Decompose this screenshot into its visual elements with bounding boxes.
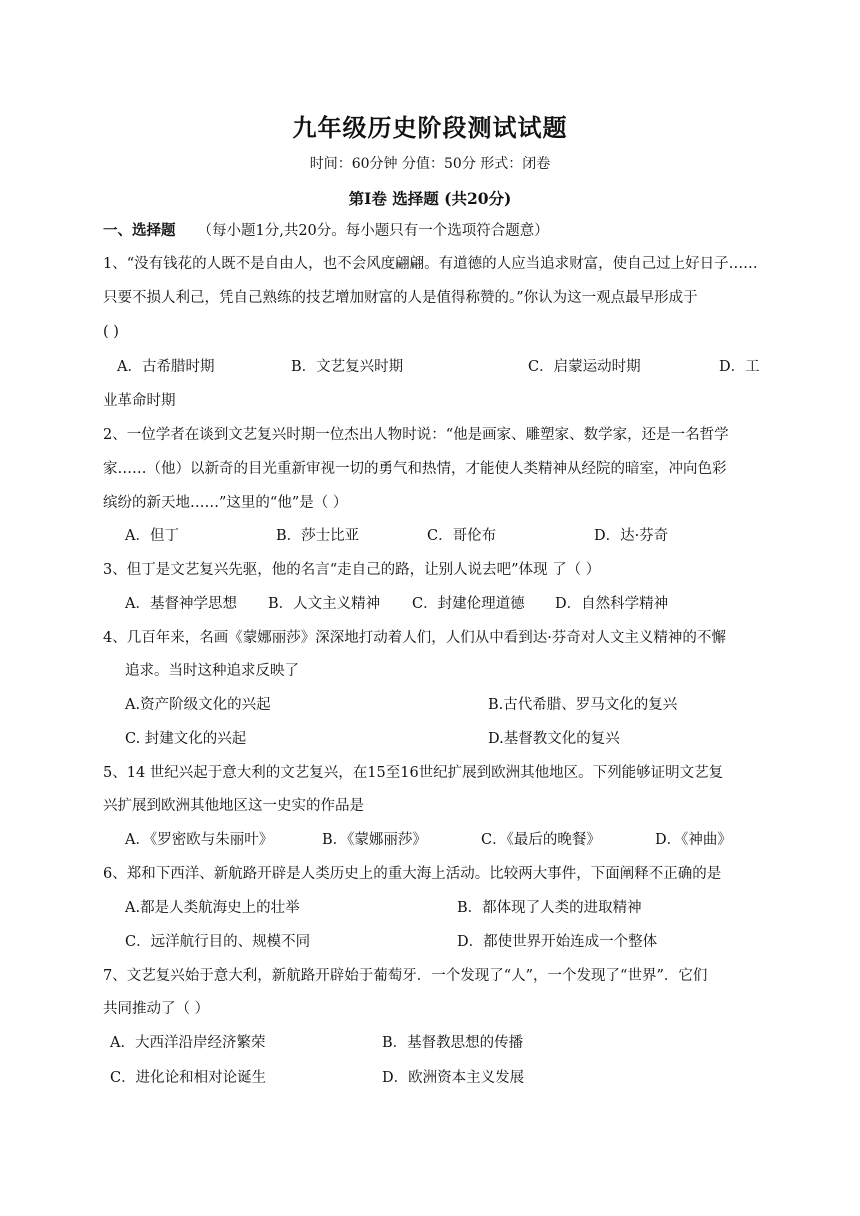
question-5-line-1: 5、14 世纪兴起于意大利的文艺复兴，在15至16世纪扩展到欧洲其他地区。下列能够证明文艺复	[103, 765, 724, 781]
question-7-line-1: 7、文艺复兴始于意大利，新航路开辟始于葡萄牙．一个发现了“人”，一个发现了“世界”．它们	[103, 968, 708, 984]
question-6-line-1: 6、郑和下西洋、新航路开辟是人类历史上的重大海上活动。比较两大事件，下面阐释不正确的是	[103, 866, 722, 882]
question-2-option-a: A．但丁	[125, 528, 179, 544]
question-1-line-1: 1、“没有钱花的人既不是自由人，也不会风度翩翩。有道德的人应当追求财富，使自己过上好日子……	[103, 256, 758, 272]
question-6-option-a: A.都是人类航海史上的壮举	[125, 900, 300, 916]
question-5-line-2: 兴扩展到欧洲其他地区这一史实的作品是	[103, 798, 364, 814]
question-2-line-1: 2、一位学者在谈到文艺复兴时期一位杰出人物时说：“他是画家、雕塑家、数学家，还是一名哲学	[103, 427, 729, 443]
question-2-option-c: C．哥伦布	[427, 528, 497, 544]
part-heading: 第Ⅰ卷 选择题 (共20分)	[348, 189, 512, 208]
question-5-option-b: B．《蒙娜丽莎》	[322, 832, 427, 848]
question-1-option-b: B．文艺复兴时期	[291, 359, 404, 375]
section-heading	[103, 221, 549, 241]
question-4-line-2: 追求。当时这种追求反映了	[125, 663, 299, 679]
question-1-option-d: D．工	[719, 359, 760, 375]
exam-meta: 时间：60分钟 分值：50分 形式：闭卷	[309, 156, 551, 172]
question-7-line-2: 共同推动了（ ）	[103, 1001, 210, 1017]
question-6-option-c: C．远洋航行目的、规模不同	[125, 934, 311, 950]
question-7-option-b: B．基督教思想的传播	[382, 1035, 524, 1051]
question-7-option-c: C．进化论和相对论诞生	[110, 1070, 267, 1086]
question-3-option-d: D．自然科学精神	[555, 596, 669, 612]
question-2-line-3: 缤纷的新天地……”这里的“他”是（ ）	[103, 495, 348, 511]
question-1-option-d-wrap: 业革命时期	[103, 393, 176, 409]
section-note: （每小题1分,共20分。每小题只有一个选项符合题意）	[197, 223, 549, 239]
question-4-option-b: B.古代希腊、罗马文化的复兴	[488, 697, 678, 713]
question-5-option-c: C．《最后的晚餐》	[481, 832, 601, 848]
question-1-line-3: ( )	[103, 324, 119, 340]
question-2-line-2: 家……（他）以新奇的目光重新审视一切的勇气和热情，才能使人类精神从经院的暗室，冲向色彩	[103, 461, 727, 477]
question-6-option-d: D．都使世界开始连成一个整体	[457, 934, 658, 950]
question-2-option-d: D．达·芬奇	[594, 528, 669, 544]
question-1-option-a: A．古希腊时期	[117, 359, 215, 375]
question-3-option-c: C．封建伦理道德	[412, 596, 525, 612]
question-3-option-a: A．基督神学思想	[125, 596, 237, 612]
question-4-line-1: 4、几百年来，名画《蒙娜丽莎》深深地打动着人们，人们从中看到达·芬奇对人文主义精神的不懈	[103, 630, 726, 646]
question-6-option-b: B．都体现了人类的进取精神	[457, 900, 642, 916]
question-4-option-d: D.基督教文化的复兴	[488, 731, 620, 747]
question-5-option-a: A．《罗密欧与朱丽叶》	[125, 832, 274, 848]
question-4-option-a: A.资产阶级文化的兴起	[125, 697, 271, 713]
question-4-option-c: C. 封建文化的兴起	[125, 731, 247, 747]
question-7-option-d: D．欧洲资本主义发展	[382, 1070, 525, 1086]
section-label: 一、选择题	[103, 222, 176, 239]
question-2-option-b: B．莎士比亚	[276, 528, 360, 544]
question-1-line-2: 只要不损人利己，凭自己熟练的技艺增加财富的人是值得称赞的。”你认为这一观点最早形成于	[103, 290, 698, 306]
question-5-option-d: D．《神曲》	[655, 832, 732, 848]
question-7-option-a: A．大西洋沿岸经济繁荣	[110, 1035, 266, 1051]
page-title: 九年级历史阶段测试试题	[292, 113, 568, 142]
question-1-option-c: C．启蒙运动时期	[528, 359, 641, 375]
question-3-option-b: B．人文主义精神	[268, 596, 381, 612]
question-3-line-1: 3、但丁是文艺复兴先驱，他的名言“走自己的路，让别人说去吧”体现 了（ ）	[103, 562, 601, 578]
